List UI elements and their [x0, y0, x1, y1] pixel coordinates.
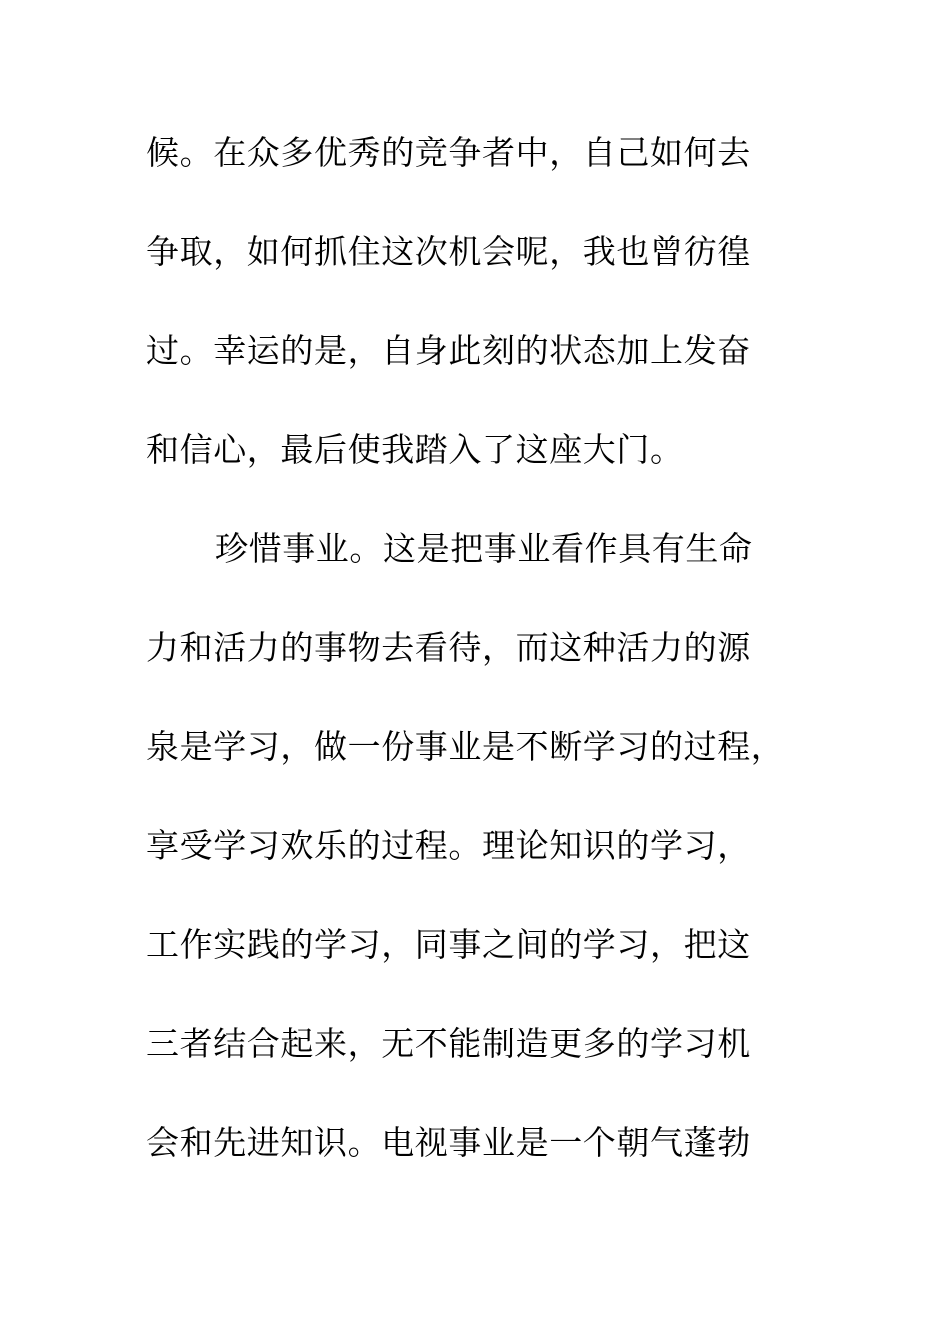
- text-line: 过。幸运的是，自身此刻的状态加上发奋: [146, 331, 751, 370]
- text-line: 三者结合起来，无不能制造更多的学习机: [146, 1024, 751, 1063]
- text-line: 享受学习欢乐的过程。理论知识的学习，: [146, 826, 751, 865]
- text-line: 候。在众多优秀的竞争者中，自己如何去: [146, 133, 751, 172]
- text-line: 争取，如何抓住这次机会呢，我也曾彷徨: [146, 232, 751, 271]
- text-line: 力和活力的事物去看待，而这种活力的源: [146, 628, 751, 667]
- text-line: 工作实践的学习，同事之间的学习，把这: [146, 925, 751, 964]
- text-line: 和信心，最后使我踏入了这座大门。: [146, 430, 684, 469]
- paragraph-start-line: 珍惜事业。这是把事业看作具有生命: [215, 529, 753, 568]
- body-text: [146, 124, 826, 1213]
- text-line: 会和先进知识。电视事业是一个朝气蓬勃: [146, 1123, 751, 1162]
- text-line: 泉是学习，做一份事业是不断学习的过程，: [146, 727, 785, 766]
